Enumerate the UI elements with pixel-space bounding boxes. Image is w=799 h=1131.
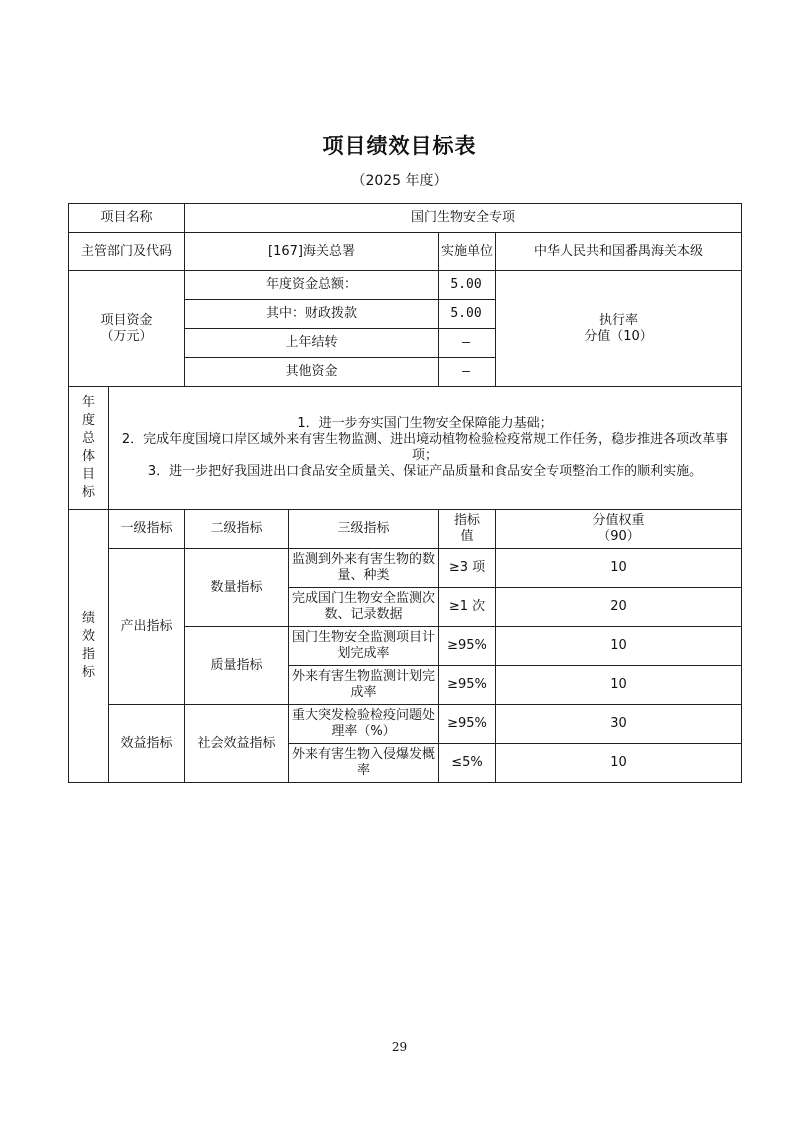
header-value-cell — [439, 510, 496, 549]
value-cell: ≥95% — [439, 705, 496, 744]
fund-other-value: – — [439, 358, 496, 387]
project-name-value: 国门生物安全专项 — [185, 204, 742, 233]
weight-cell: 10 — [496, 666, 742, 705]
header-value: 指标值 — [454, 513, 481, 544]
level3-cell: 监测到外来有害生物的数量、种类 — [289, 549, 439, 588]
header-level3: 三级指标 — [289, 510, 439, 549]
value-cell: ≥95% — [439, 627, 496, 666]
header-level1: 一级指标 — [109, 510, 185, 549]
unit-value: 中华人民共和国番禺海关本级 — [496, 233, 742, 271]
project-name-label: 项目名称 — [69, 204, 185, 233]
indicator-row — [69, 549, 742, 588]
page-title: 项目绩效目标表 — [322, 134, 477, 158]
level2-social: 社会效益指标 — [185, 705, 289, 783]
fund-label-cell — [69, 271, 185, 387]
annual-goal-item: 3．进一步把好我国进出口食品安全质量关、保证产品质量和食品安全专项整治工作的顺利实施。 — [147, 464, 703, 479]
fund-fiscal-value: 5.00 — [439, 300, 496, 329]
page-number: 29 — [391, 1040, 408, 1054]
fund-label: 项目资金 — [100, 312, 153, 328]
weight-cell: 10 — [496, 627, 742, 666]
page-subtitle: （2025 年度） — [351, 173, 448, 189]
exec-rate-score: 分值（10） — [584, 328, 653, 344]
dept-label: 主管部门及代码 — [69, 233, 185, 271]
level3-cell: 外来有害生物监测计划完成率 — [289, 666, 439, 705]
value-cell: ≥3 项 — [439, 549, 496, 588]
weight-cell: 10 — [496, 549, 742, 588]
exec-rate-cell — [496, 271, 742, 387]
fund-fiscal-label: 其中：财政拨款 — [185, 300, 439, 329]
fund-unit: （万元） — [100, 328, 153, 344]
annual-goal-content — [109, 387, 742, 510]
annual-goal-item: 2．完成年度国境口岸区域外来有害生物监测、进出境动植物检验检疫常规工作任务，稳步推进各项改革事项； — [121, 432, 729, 463]
dept-value: [167]海关总署 — [185, 233, 439, 271]
fund-total-value: 5.00 — [439, 271, 496, 300]
weight-cell: 20 — [496, 588, 742, 627]
fund-total-label: 年度资金总额： — [185, 271, 439, 300]
header-weight-cell — [496, 510, 742, 549]
value-cell: ≤5% — [439, 744, 496, 783]
annual-goal-item: 1．进一步夯实国门生物安全保障能力基础； — [297, 416, 553, 431]
level3-cell: 国门生物安全监测项目计划完成率 — [289, 627, 439, 666]
header-weight-total: （90） — [597, 529, 640, 544]
fund-carry-label: 上年结转 — [185, 329, 439, 358]
level2-quality: 质量指标 — [185, 627, 289, 705]
level2-quantity: 数量指标 — [185, 549, 289, 627]
unit-label — [439, 233, 496, 271]
header-weight: 分值权重 — [592, 513, 645, 528]
fund-carry-value: – — [439, 329, 496, 358]
indicator-row — [69, 705, 742, 744]
performance-table — [68, 203, 742, 783]
weight-cell: 30 — [496, 705, 742, 744]
value-cell: ≥95% — [439, 666, 496, 705]
weight-cell: 10 — [496, 744, 742, 783]
level3-cell: 外来有害生物入侵爆发概率 — [289, 744, 439, 783]
annual-goal-label-cell — [69, 387, 109, 510]
annual-goal-label: 年度总体目标 — [81, 395, 95, 500]
header-level2: 二级指标 — [185, 510, 289, 549]
level3-cell: 重大突发检验检疫问题处理率（%） — [289, 705, 439, 744]
dept-row — [69, 233, 742, 271]
project-name-row — [69, 204, 742, 233]
level1-output: 产出指标 — [109, 549, 185, 705]
exec-rate-label: 执行率 — [599, 312, 639, 328]
level1-benefit: 效益指标 — [109, 705, 185, 783]
fund-total-row — [69, 271, 742, 300]
indicator-header-row — [69, 510, 742, 549]
annual-goal-row — [69, 387, 742, 510]
level3-cell: 完成国门生物安全监测次数、记录数据 — [289, 588, 439, 627]
indicator-section-cell — [69, 510, 109, 783]
fund-other-label: 其他资金 — [185, 358, 439, 387]
unit-label-text: 实施单位 — [441, 243, 494, 259]
value-cell: ≥1 次 — [439, 588, 496, 627]
indicator-section-label: 绩效指标 — [81, 611, 95, 680]
